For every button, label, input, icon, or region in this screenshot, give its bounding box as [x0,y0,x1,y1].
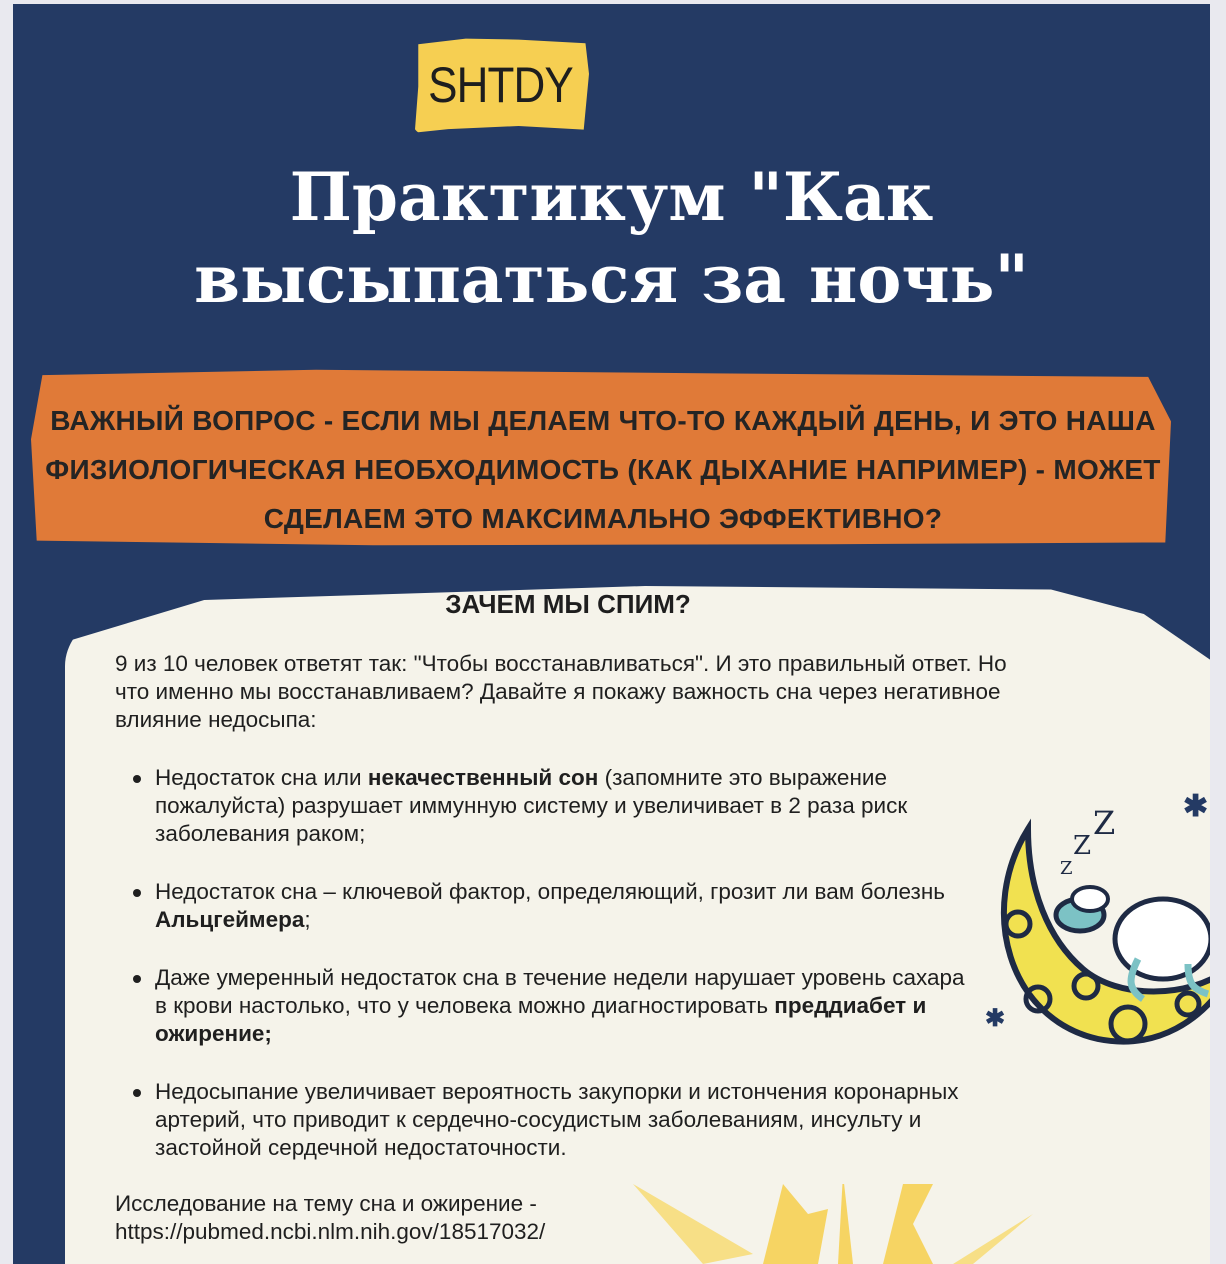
brand-label: SHTDY [428,57,573,113]
list-item: Недостаток сна или некачественный сон (запомните это выражение пожалуйста) разрушает иммунную систему и увеличивает в 2 раза риск заболевания раком; [115,764,995,848]
effects-list [115,764,995,1192]
svg-text:Z: Z [1060,858,1073,879]
svg-text:Z: Z [1093,804,1116,842]
title-line-2: высыпаться за ночь" [194,240,1029,318]
research-label: Исследование на тему сна и ожирение - [115,1191,537,1216]
star-icon: ✱ [1183,790,1209,823]
svg-text:Z: Z [1073,831,1092,861]
research-link[interactable]: https://pubmed.ncbi.nlm.nih.gov/18517032/ [115,1219,546,1244]
list-item: Недостаток сна – ключевой фактор, определяющий, грозит ли вам болезнь Альцгеймера; [115,878,995,934]
sleeping-sheep-moon-icon [988,799,1210,1059]
question-text: ВАЖНЫЙ ВОПРОС - ЕСЛИ МЫ ДЕЛАЕМ ЧТО-ТО КАЖДЫЙ ДЕНЬ, И ЭТО НАША ФИЗИОЛОГИЧЕСКАЯ НЕОБХОДИМОСТЬ (КАК ДЫХАНИЕ НАПРИМЕР) - МОЖЕТ СДЕЛАЕМ ЭТО МАКСИМАЛЬНО ЭФФЕКТИВНО? [45,405,1161,534]
list-item: Даже умеренный недостаток сна в течение недели нарушает уровень сахара в крови настолько, что у человека можно диагностировать преддиабет и ожирение; [115,964,995,1048]
sun-burst-icon [613,1184,1033,1264]
window-edge [1210,0,1226,1250]
page-title [13,156,1210,320]
list-item: Недосыпание увеличивает вероятность закупорки и истончения коронарных артерий, что приводит к сердечно-сосудистым заболеваниям, инсульту и застойной сердечной недостаточности. [115,1078,995,1162]
star-icon: ✱ [985,1005,1006,1032]
document-page [13,4,1210,1264]
title-line-1: Практикум "Как [289,158,934,236]
section-title: ЗАЧЕМ МЫ СПИМ? [445,589,691,619]
intro-paragraph: 9 из 10 человек ответят так: "Чтобы восстанавливаться". И это правильный ответ. Но что именно мы восстанавливаем? Давайте я покажу важность сна через негативное влияние недосыпа: [115,651,1007,732]
